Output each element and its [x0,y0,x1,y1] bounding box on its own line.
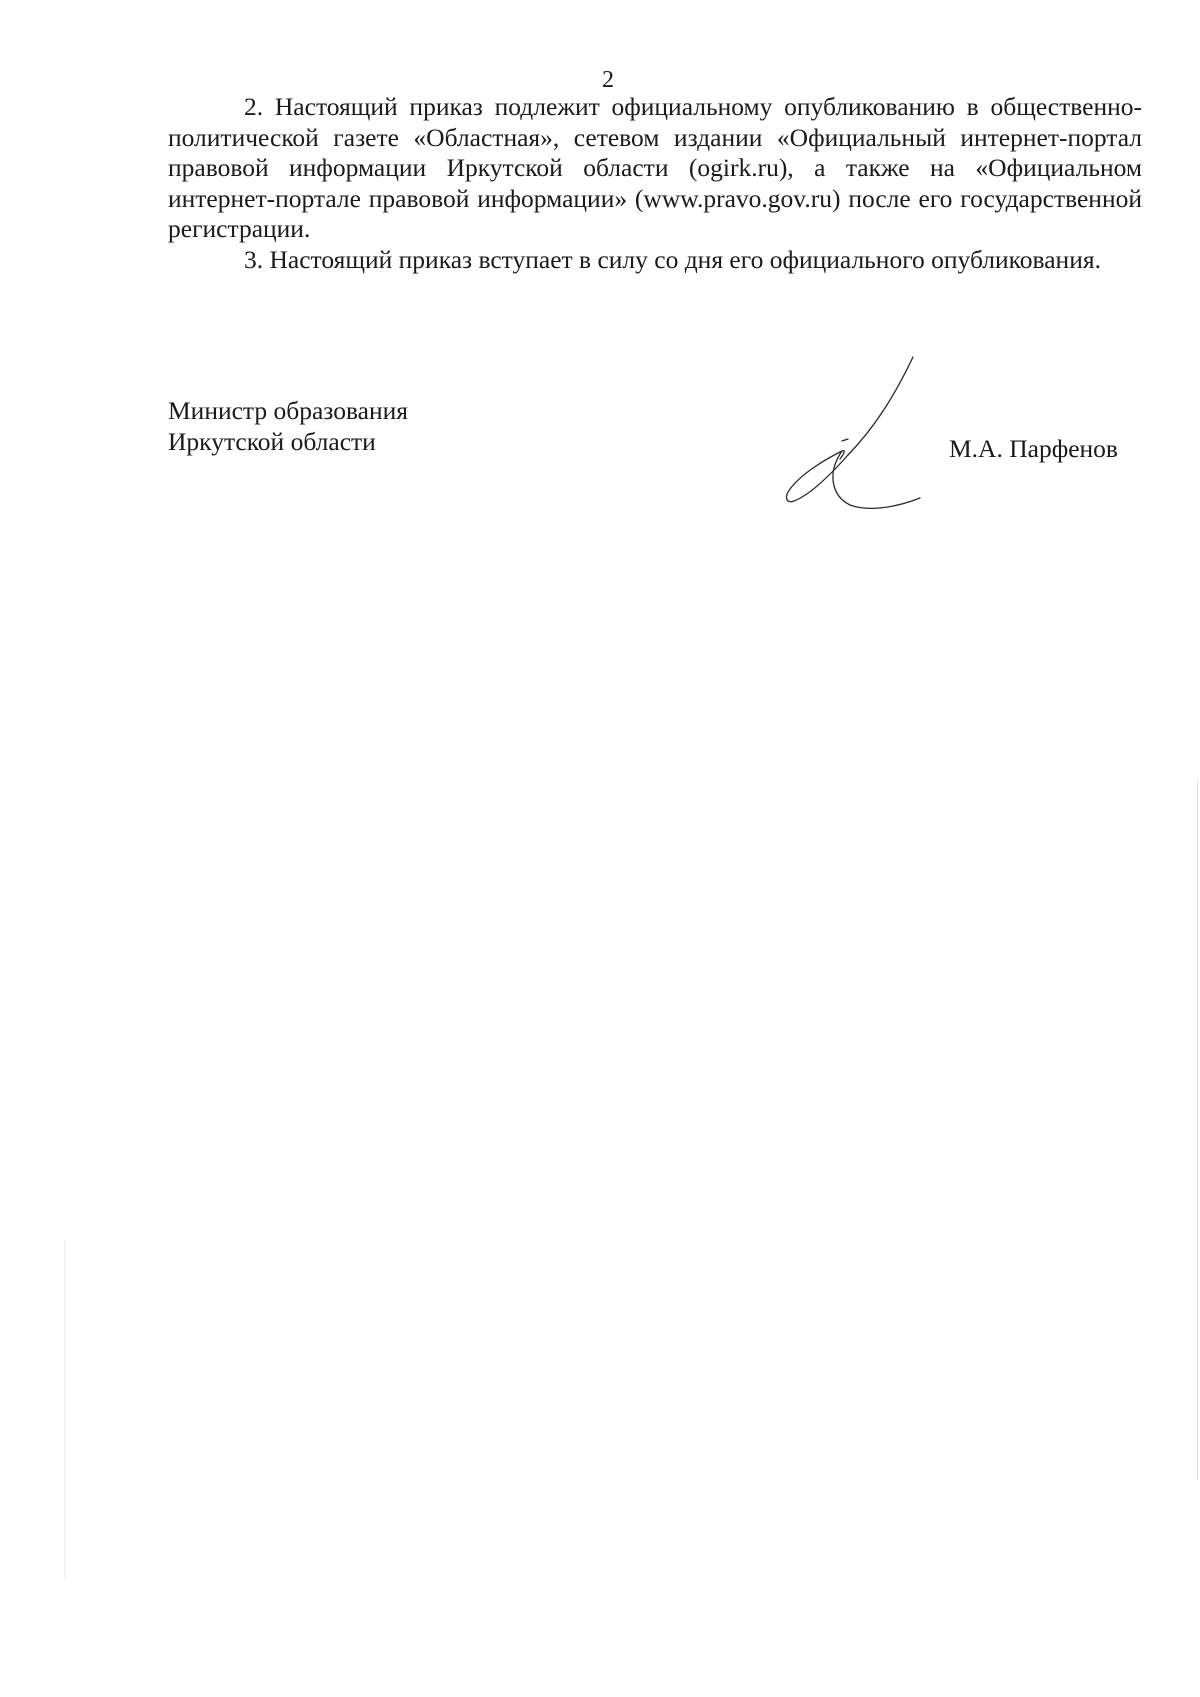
paragraph-publication: 2. Настоящий приказ подлежит официальному опубликованию в общественно-политической газете «Областная», сетевом издании «Официальный интернет-портал правовой информации Иркутской области (ogirk.ru), а также на «Официальном интернет-портале правовой информации» (www.pravo.gov.ru) после его государственной регистрации. [168,92,1142,243]
document-body [168,92,1142,275]
signatory-position-line-1: Министр образования [168,396,409,425]
scan-edge-line-left [64,1240,65,1580]
paragraph-entry-into-force: 3. Настоящий приказ вступает в силу со дня его официального опубликования. [244,244,1101,274]
signatory-name: М.А. Парфенов [949,434,1118,463]
scan-edge-line [1197,780,1198,1480]
page-number: 2 [602,67,614,93]
handwritten-signature [780,355,940,515]
signatory-position-line-2: Иркутской области [168,427,376,456]
signatory-position [168,395,408,457]
